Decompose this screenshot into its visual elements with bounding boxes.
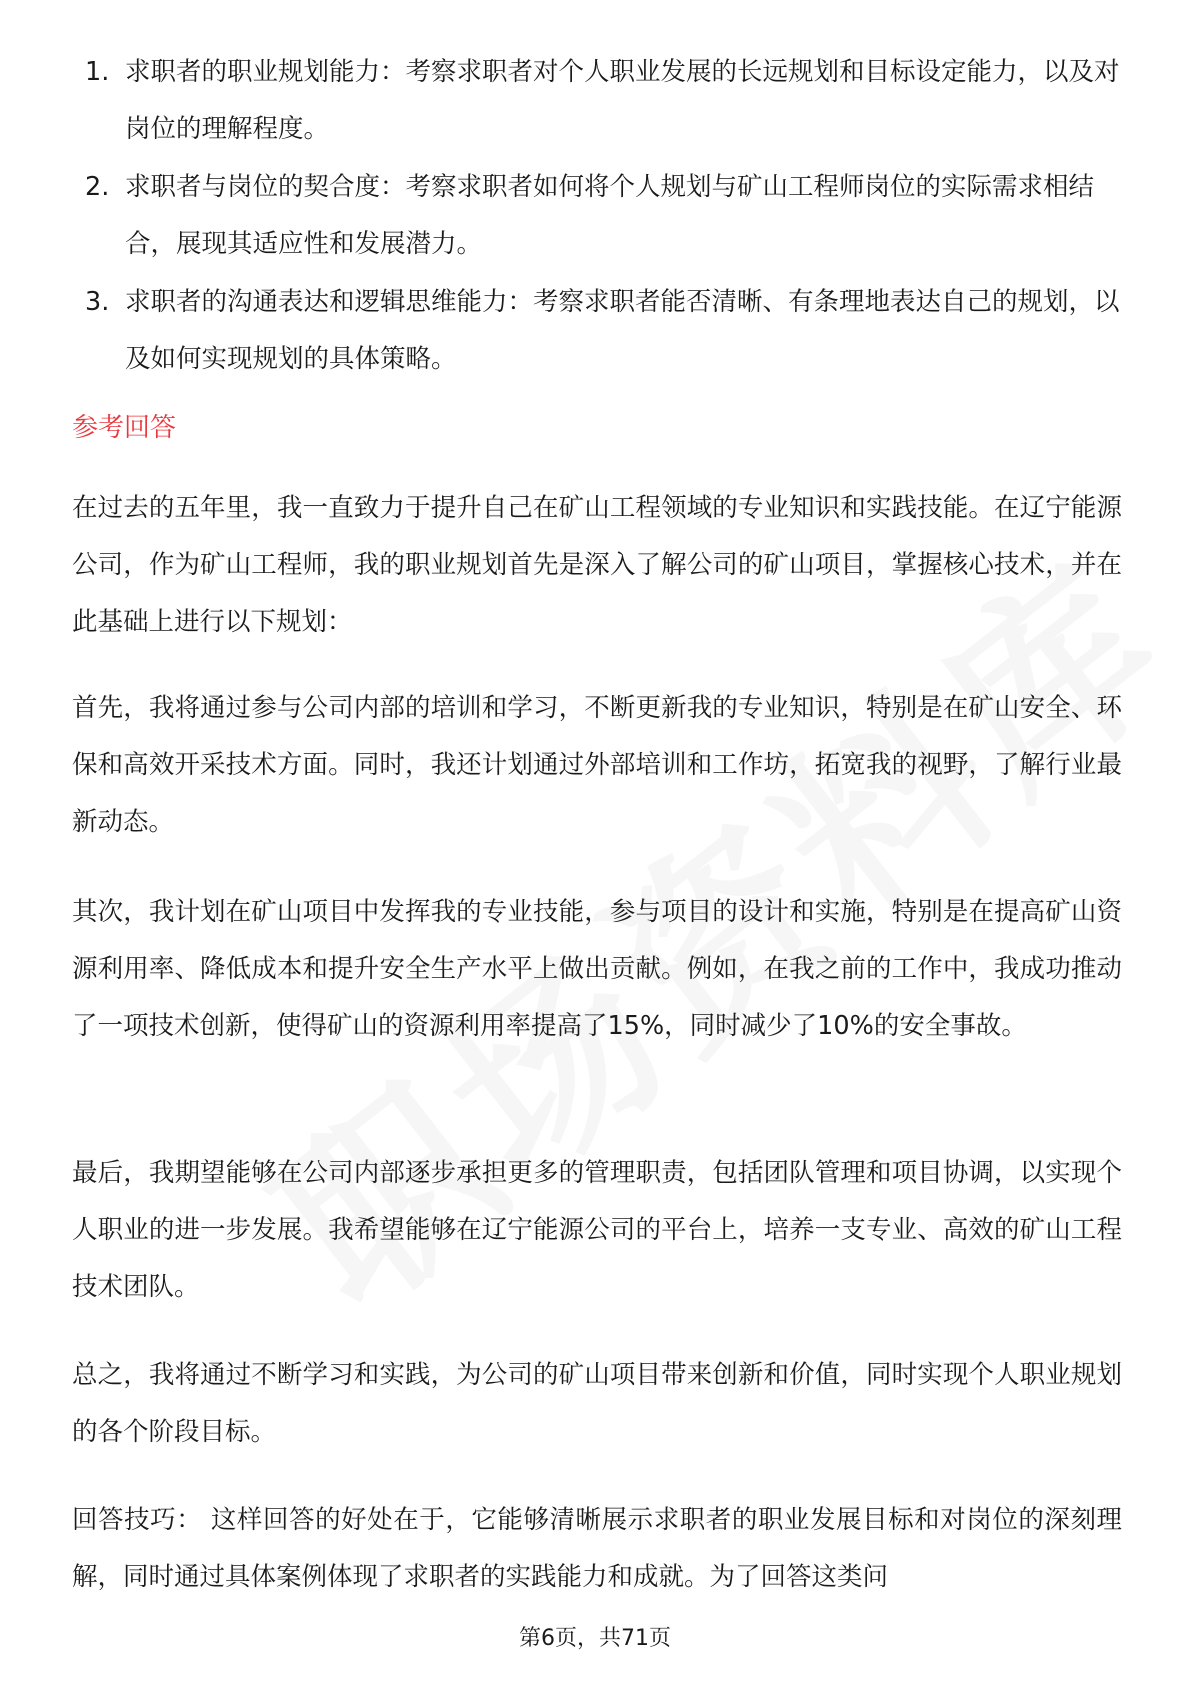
list-item-number: 2. xyxy=(85,172,110,202)
answer-tips-paragraph: 回答技巧： 这样回答的好处在于，它能够清晰展示求职者的职业发展目标和对岗位的深刻理解，同时通过具体案例体现了求职者的实践能力和成就。为了回答这类问 xyxy=(72,1505,1122,1592)
answer-paragraph: 其次，我计划在矿山项目中发挥我的专业技能，参与项目的设计和实施，特别是在提高矿山资源利用率、降低成本和提升安全生产水平上做出贡献。例如，在我之前的工作中，我成功推动了一项技术创新，使得矿山的资源利用率提高了15%，同时减少了10%的安全事故。 xyxy=(72,897,1122,1041)
answer-paragraph: 首先，我将通过参与公司内部的培训和学习，不断更新我的专业知识，特别是在矿山安全、环保和高效开采技术方面。同时，我还计划通过外部培训和工作坊，拓宽我的视野，了解行业最新动态。 xyxy=(72,693,1122,837)
list-item-number: 3. xyxy=(85,287,110,317)
answer-paragraph: 在过去的五年里，我一直致力于提升自己在矿山工程领域的专业知识和实践技能。在辽宁能源公司，作为矿山工程师，我的职业规划首先是深入了解公司的矿山项目，掌握核心技术，并在此基础上进行以下规划： xyxy=(72,493,1122,637)
answer-paragraph: 最后，我期望能够在公司内部逐步承担更多的管理职责，包括团队管理和项目协调，以实现个人职业的进一步发展。我希望能够在辽宁能源公司的平台上，培养一支专业、高效的矿山工程技术团队。 xyxy=(72,1158,1122,1302)
list-item xyxy=(72,44,1132,158)
list-item-text: 求职者的沟通表达和逻辑思维能力：考察求职者能否清晰、有条理地表达自己的规划，以及如何实现规划的具体策略。 xyxy=(125,287,1120,374)
evaluation-criteria-list xyxy=(72,44,1132,389)
answer-section-title: 参考回答 xyxy=(72,413,177,443)
list-item xyxy=(72,159,1132,273)
answer-paragraph: 总之，我将通过不断学习和实践，为公司的矿山项目带来创新和价值，同时实现个人职业规划的各个阶段目标。 xyxy=(72,1360,1122,1447)
page-number-footer: 第6页，共71页 xyxy=(519,1626,671,1651)
list-item-text: 求职者与岗位的契合度：考察求职者如何将个人规划与矿山工程师岗位的实际需求相结合，展现其适应性和发展潜力。 xyxy=(125,172,1095,259)
list-item-number: 1. xyxy=(85,57,110,87)
list-item xyxy=(72,274,1132,388)
list-item-text: 求职者的职业规划能力：考察求职者对个人职业发展的长远规划和目标设定能力，以及对岗位的理解程度。 xyxy=(125,57,1120,144)
